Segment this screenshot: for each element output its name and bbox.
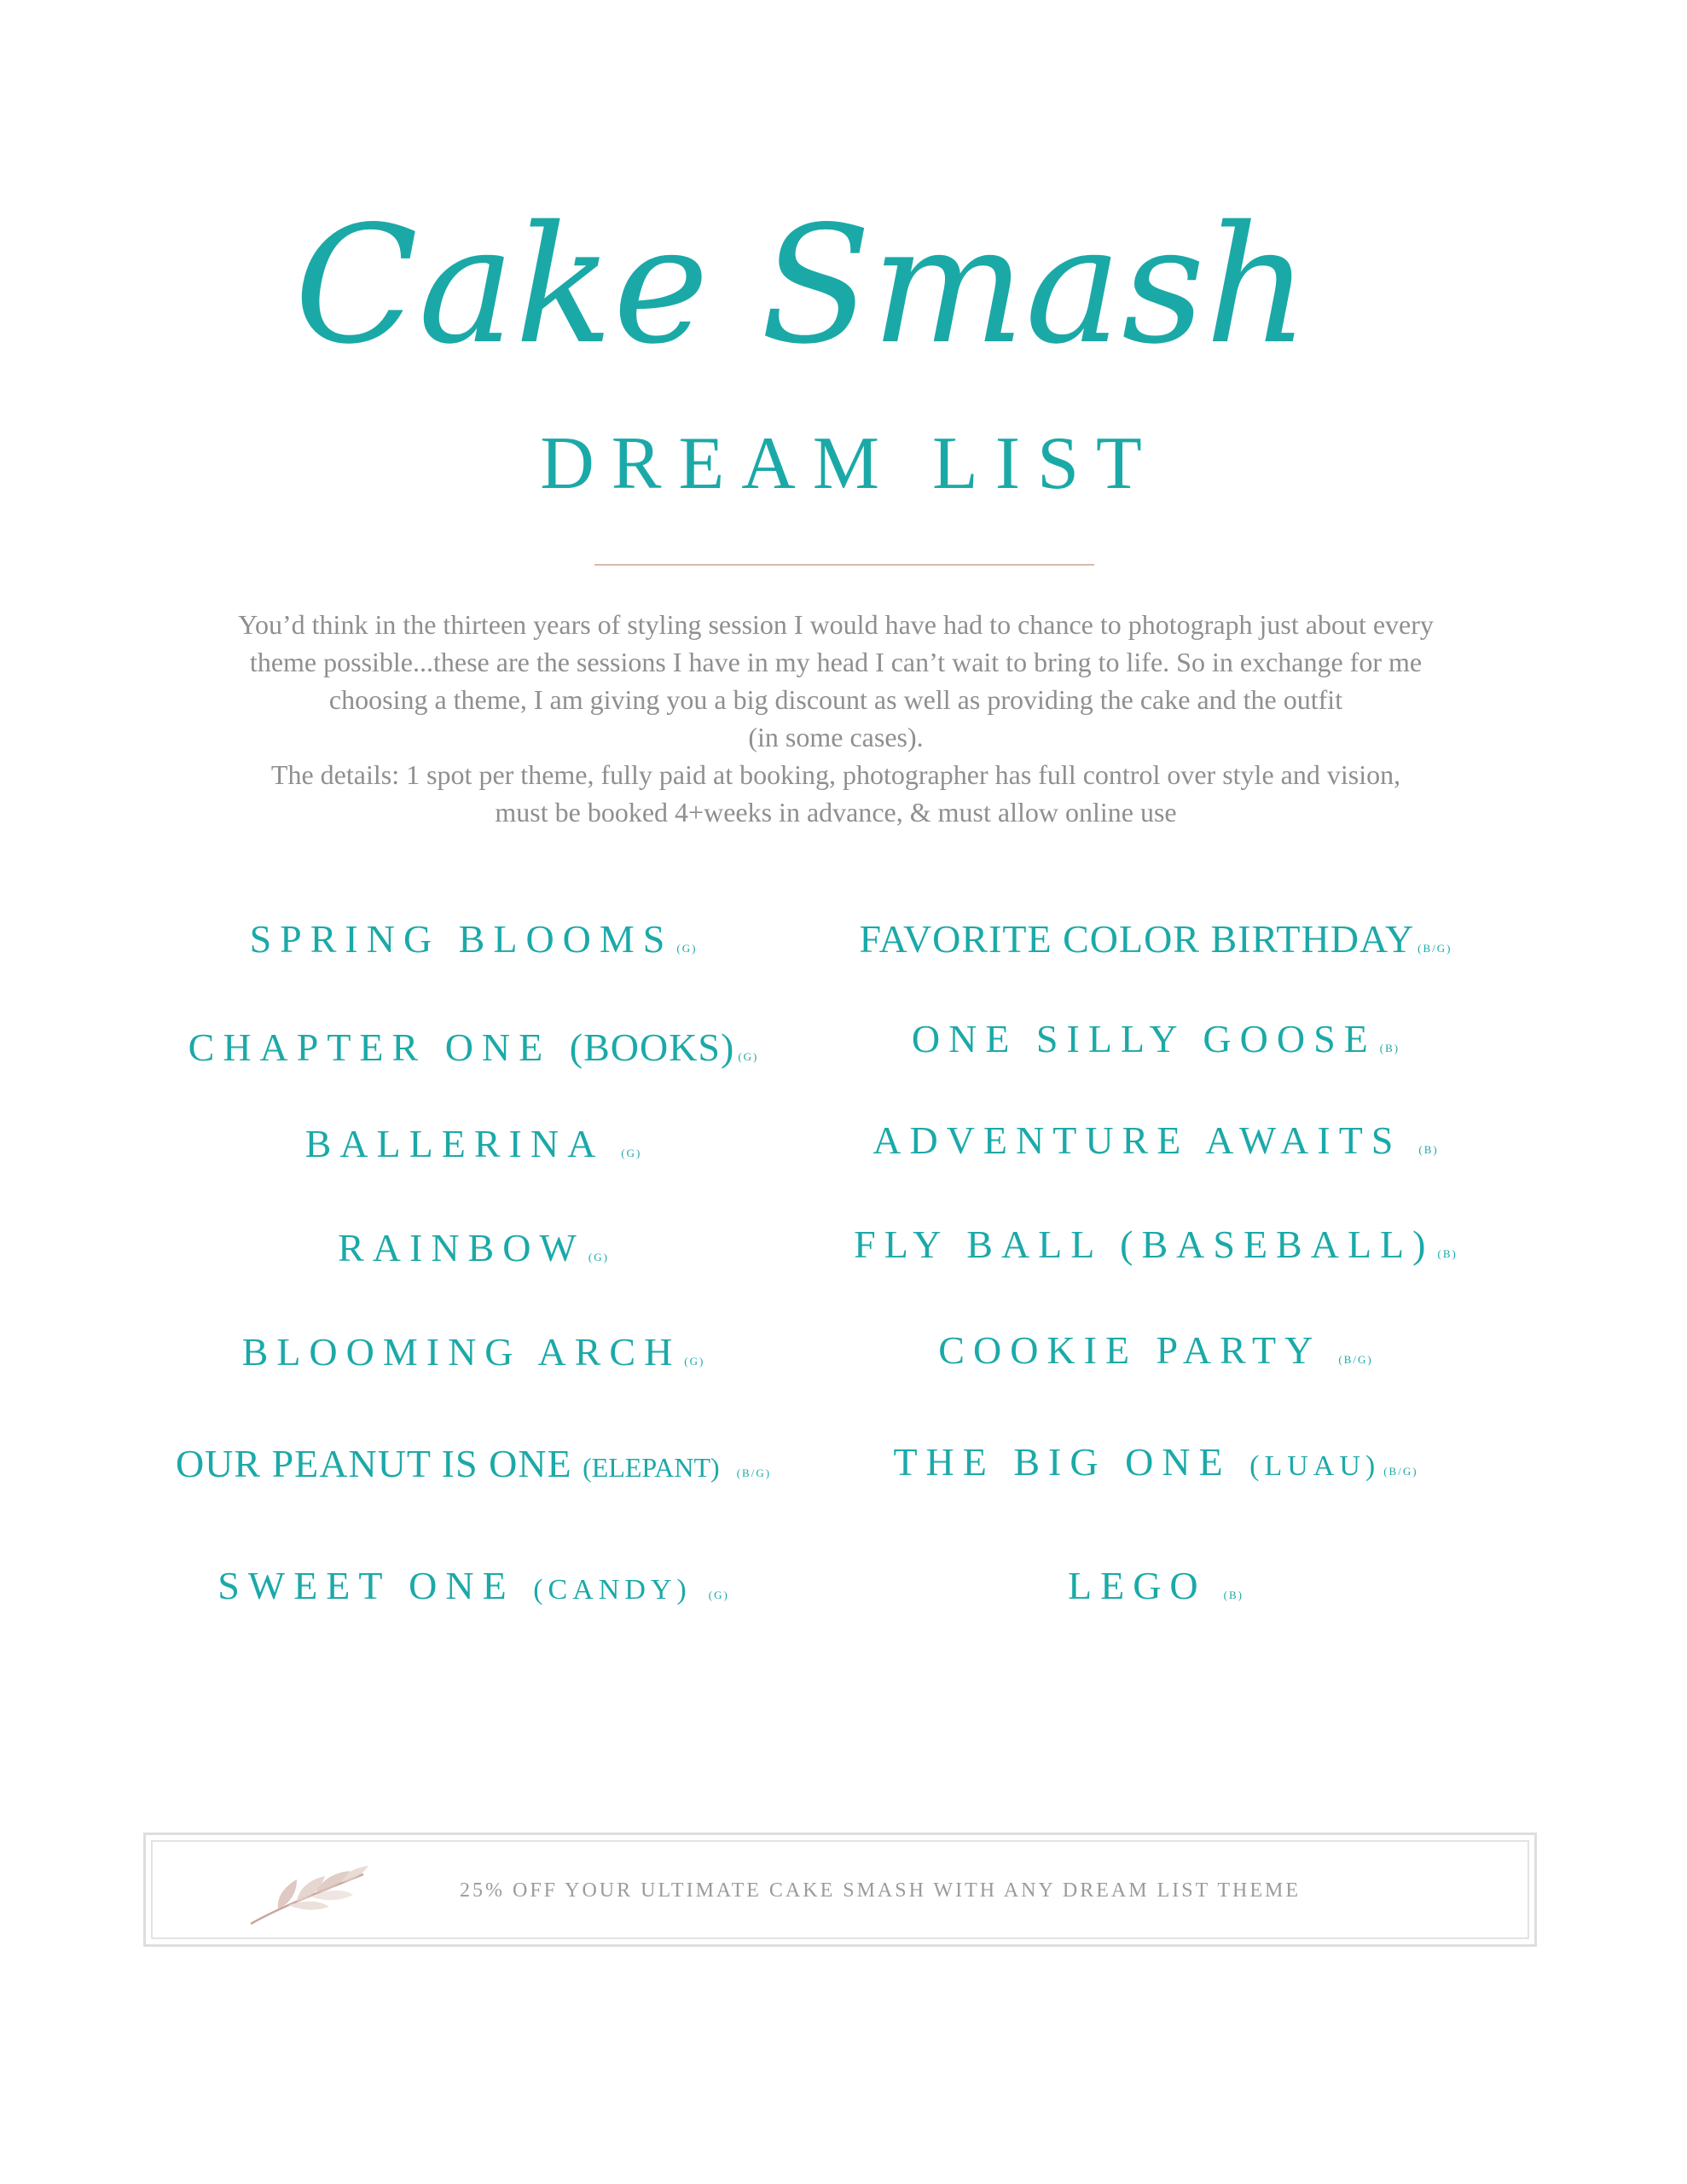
theme-tag: (B/G): [1338, 1353, 1373, 1366]
theme-blooming-arch: [241, 1330, 705, 1374]
theme-our-peanut-is-one: [176, 1444, 771, 1484]
theme-chapter-one: [188, 1025, 759, 1069]
theme-tag: (G): [676, 942, 698, 955]
theme-name: LEGO: [1068, 1564, 1207, 1607]
intro-line: theme possible...these are the sessions I have in my head I can’t wait to bring to life. So in exchange for me: [249, 647, 1423, 677]
theme-spring-blooms: [249, 917, 698, 961]
theme-tag: (G): [588, 1251, 609, 1263]
theme-name: OUR PEANUT IS ONE: [175, 1442, 583, 1485]
theme-name: BALLERINA: [304, 1122, 605, 1165]
intro-line: You’d think in the thirteen years of styling session I would have had to chance to photograph just about every: [238, 609, 1434, 640]
theme-name: FAVORITE COLOR BIRTHDAY: [859, 917, 1415, 961]
intro-line: choosing a theme, I am giving you a big discount as well as providing the cake and the outfit: [328, 684, 1343, 715]
theme-tag: (B/G): [736, 1467, 772, 1479]
theme-name: ONE SILLY GOOSE: [911, 1017, 1377, 1060]
theme-name: BLOOMING ARCH: [241, 1330, 681, 1374]
theme-tag: (G): [738, 1050, 759, 1063]
intro-line: must be booked 4+weeks in advance, & must allow online use: [495, 797, 1177, 828]
intro-paragraph: [136, 606, 1535, 831]
theme-tag: (B): [1223, 1589, 1244, 1601]
page-title: DREAM LIST: [540, 422, 1159, 505]
theme-name: SPRING BLOOMS: [249, 917, 674, 961]
discount-text: 25% OFF YOUR ULTIMATE CAKE SMASH WITH ANY DREAM LIST THEME: [460, 1879, 1301, 1902]
theme-subtitle: (LUAU): [1249, 1450, 1381, 1482]
theme-subtitle: (ELEPANT): [583, 1452, 720, 1483]
title-divider: [594, 564, 1094, 566]
intro-line: (in some cases).: [748, 722, 924, 752]
theme-rainbow: [338, 1228, 609, 1268]
script-title-text: Cake Smash: [293, 191, 1310, 380]
theme-name: COOKIE PARTY: [938, 1328, 1322, 1372]
theme-tag: (B): [1418, 1143, 1439, 1156]
theme-name: ADVENTURE AWAITS: [872, 1118, 1402, 1162]
leaf-icon: [244, 1856, 372, 1932]
theme-favorite-color-birthday: [859, 917, 1452, 961]
theme-tag: (B/G): [1417, 942, 1452, 955]
discount-banner: [143, 1833, 1537, 1947]
theme-subtitle: (BOOKS): [569, 1025, 735, 1069]
theme-the-big-one: [893, 1440, 1418, 1484]
theme-tag: (B): [1379, 1042, 1400, 1054]
theme-tag: (G): [708, 1589, 729, 1601]
theme-cookie-party: [938, 1328, 1373, 1372]
script-title: [293, 128, 1310, 427]
theme-fly-ball: [854, 1225, 1458, 1264]
theme-name: SWEET ONE: [217, 1564, 534, 1607]
theme-lego: [1068, 1566, 1244, 1606]
theme-adventure-awaits: [872, 1118, 1439, 1162]
theme-ballerina: [305, 1124, 642, 1164]
theme-name: RAINBOW: [338, 1226, 585, 1269]
theme-tag: (B/G): [1383, 1465, 1418, 1478]
theme-name: CHAPTER ONE: [188, 1025, 570, 1069]
theme-sweet-one: [217, 1566, 729, 1606]
theme-tag: (B): [1437, 1247, 1458, 1260]
theme-subtitle: (CANDY): [533, 1574, 692, 1606]
intro-line: The details: 1 spot per theme, fully paid at booking, photographer has full control over style and vision,: [270, 759, 1401, 790]
theme-name: THE BIG ONE: [893, 1440, 1250, 1484]
theme-tag: (G): [621, 1147, 642, 1159]
theme-name: FLY BALL (BASEBALL): [854, 1223, 1435, 1266]
theme-one-silly-goose: [912, 1019, 1400, 1059]
theme-tag: (G): [684, 1355, 705, 1368]
